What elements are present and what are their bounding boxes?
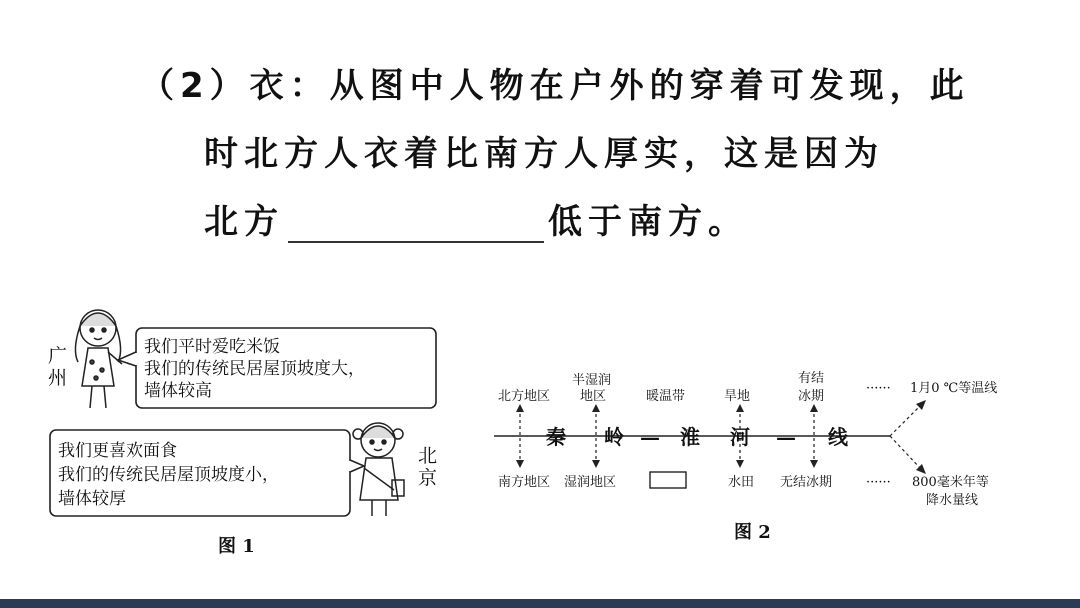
label-no-freezing: 无结冰期 [780, 475, 833, 490]
guangzhou-label-2: 州 [48, 367, 68, 389]
empty-answer-box[interactable] [650, 472, 686, 488]
label-freezing-1: 有结 [798, 371, 825, 386]
label-paddy-field: 水田 [728, 475, 755, 490]
legend-precip-2: 降水量线 [926, 493, 979, 508]
line-name-char-6: — [776, 425, 796, 449]
guangzhou-girl-illustration [75, 310, 122, 408]
beijing-speech-line-1: 我们更喜欢面食 [58, 441, 177, 461]
label-warm-temperate: 暖温带 [646, 389, 686, 404]
guangzhou-speech-line-3: 墙体较高 [144, 381, 212, 401]
line-name-char-4: 淮 [680, 425, 700, 449]
line-name-char-2: 岭 [604, 425, 624, 449]
figure-2 [480, 360, 1040, 560]
guangzhou-speech-line-1: 我们平时爱吃米饭 [144, 337, 280, 357]
question-line-2: 时北方人衣着比南方人厚实，这是因为 [204, 134, 884, 174]
question-text-after-blank: 低于南方。 [548, 202, 748, 242]
label-freezing-2: 冰期 [798, 389, 825, 404]
line-name-char-1: 秦 [546, 425, 566, 449]
line-name-char-5: 河 [730, 425, 750, 449]
figure-1 [0, 290, 480, 570]
label-south-region: 南方地区 [498, 475, 551, 490]
label-humid-region: 湿润地区 [564, 475, 617, 490]
label-semi-humid-1: 半湿润 [572, 373, 612, 388]
question-line-1: （2）衣：从图中人物在户外的穿着可发现，此 [140, 66, 970, 106]
question-text-before-blank: 北方 [204, 202, 284, 242]
figure-2-caption: 图 2 [734, 522, 771, 543]
question-line-3 [204, 194, 748, 243]
label-semi-humid-2: 地区 [580, 389, 607, 404]
beijing-label-2: 京 [418, 467, 438, 489]
label-north-region: 北方地区 [498, 389, 551, 404]
legend-isotherm: 1月0 ℃等温线 [910, 381, 998, 396]
answer-blank[interactable] [288, 211, 544, 243]
legend-dots-top: ······ [866, 381, 891, 396]
legend-branch-lines [890, 406, 920, 468]
beijing-speech-line-3: 墙体较厚 [58, 489, 126, 509]
guangzhou-label-1: 广 [48, 345, 68, 367]
beijing-label-1: 北 [418, 445, 438, 467]
beijing-girl-illustration [353, 423, 404, 516]
bottom-bar [0, 599, 1080, 608]
legend-dots-bottom: ······ [866, 475, 891, 490]
line-name-char-3: — [640, 425, 660, 449]
label-dry-land: 旱地 [724, 389, 751, 404]
guangzhou-speech-line-2: 我们的传统民居屋顶坡度大， [144, 359, 365, 379]
legend-precip-1: 800毫米年等 [912, 475, 989, 490]
line-name-char-7: 线 [828, 425, 848, 449]
beijing-speech-line-2: 我们的传统民居屋顶坡度小， [58, 465, 279, 485]
figure-1-caption: 图 1 [218, 536, 255, 557]
